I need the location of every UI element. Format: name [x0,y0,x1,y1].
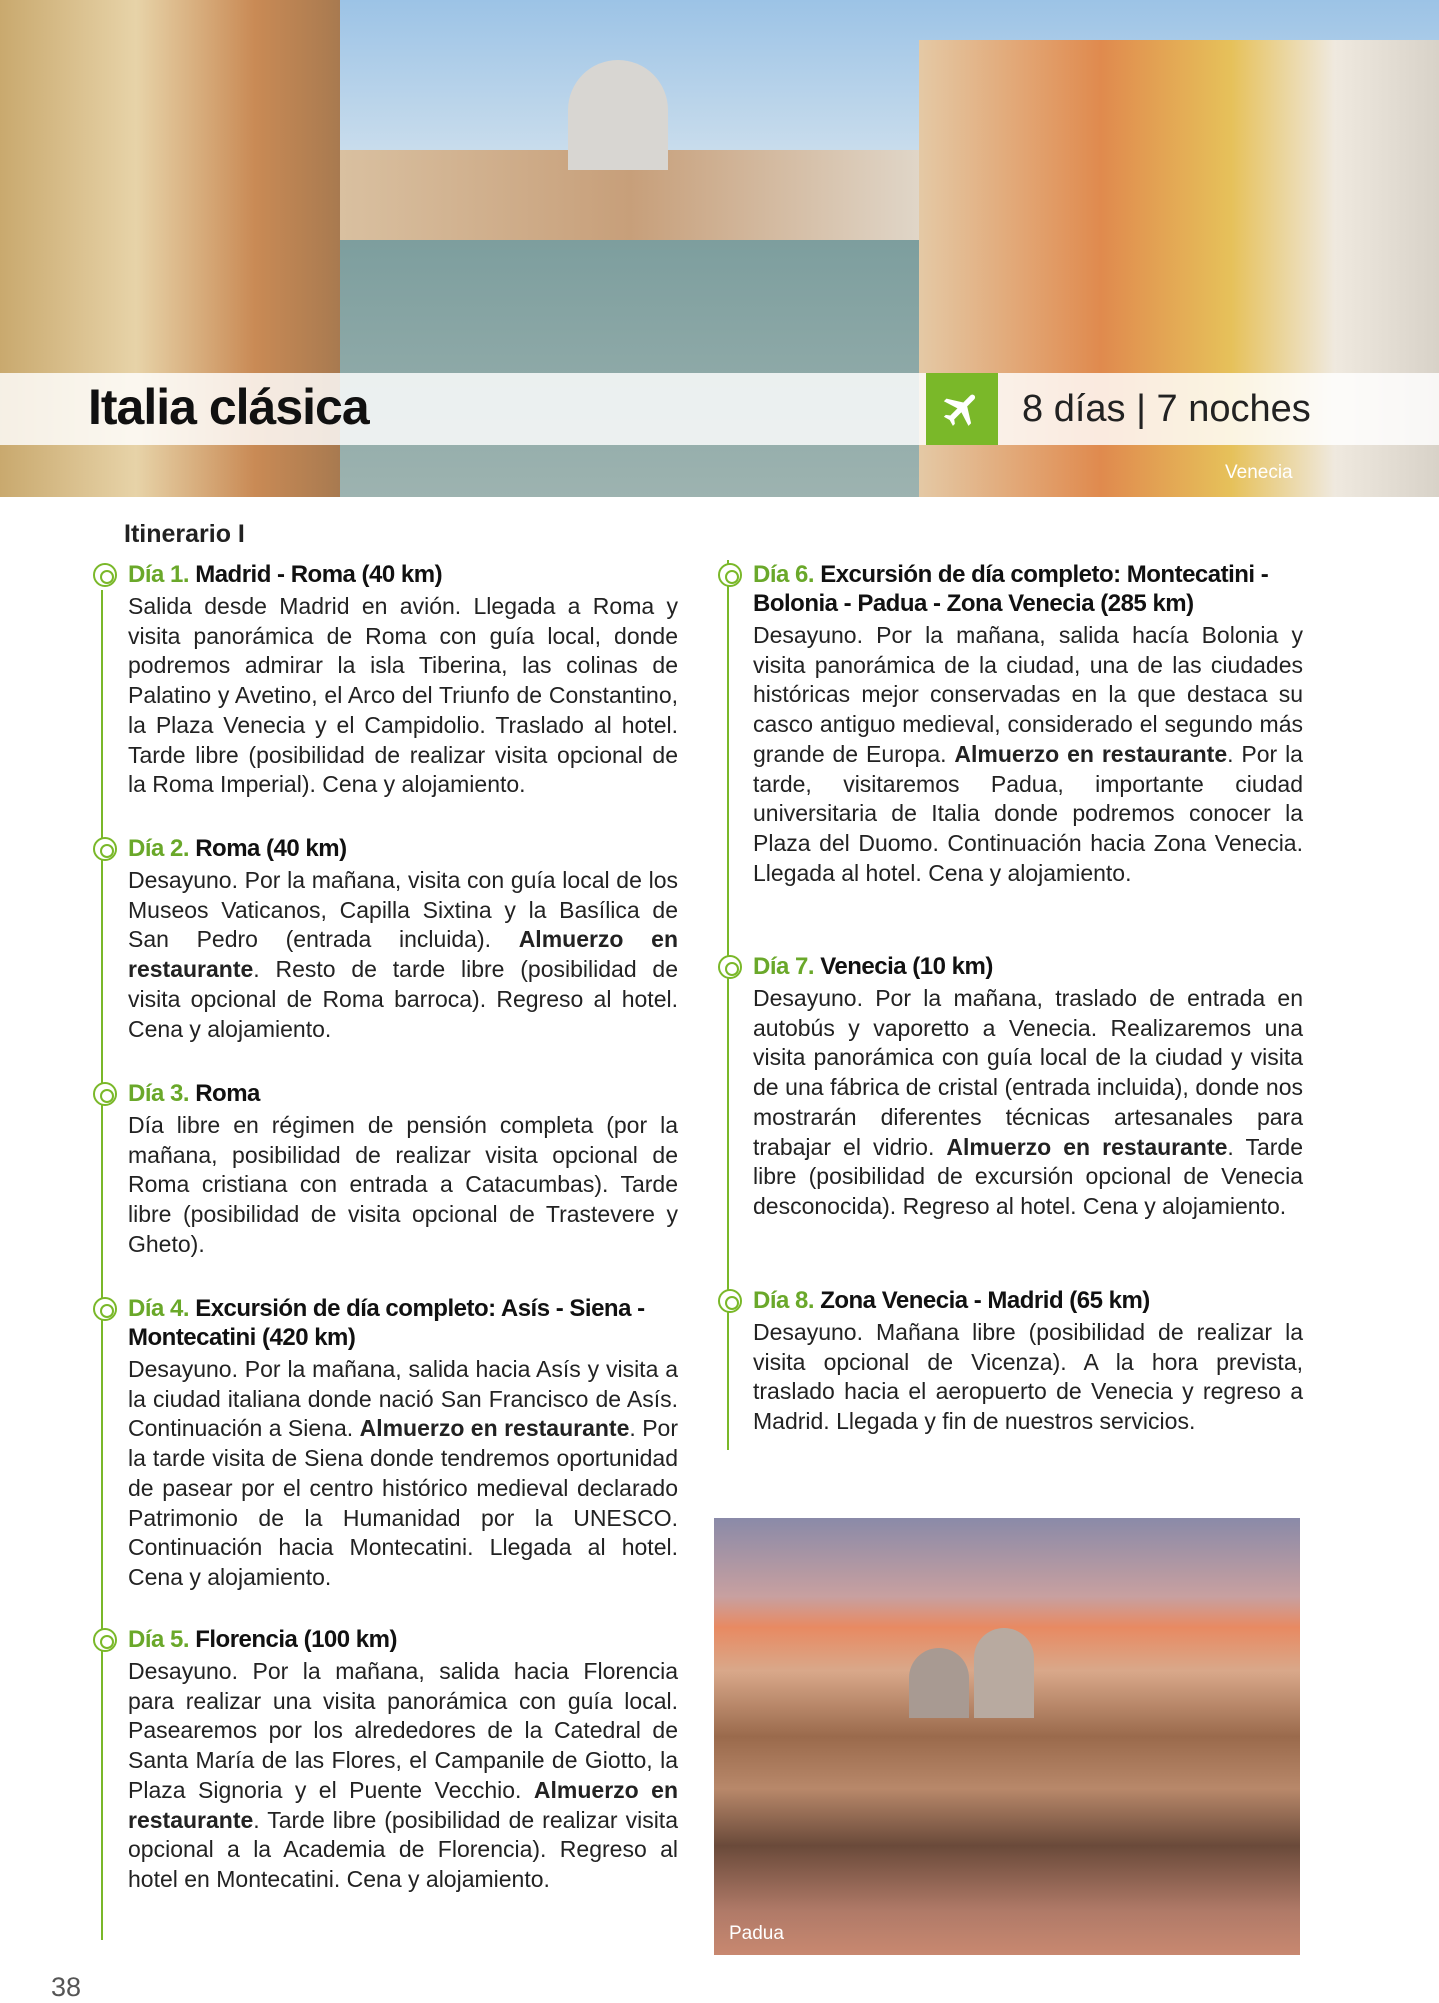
day-number: Día 3. [128,1080,190,1107]
day-number: Día 8. [753,1287,815,1314]
day-4 [128,1294,678,1593]
timeline-marker-icon [93,837,117,861]
day-description: Desayuno. Por la mañana, traslado de entrada en autobús y vaporetto a Venecia. Realizaremos una visita panorámica con guía local de la ciudad y visita de una fábrica de cristal (entrada incluida), donde nos mostrarán diferentes técnicas artesanales para trabajar el vidrio. Almuerzo en restaurante. Tarde libre (posibilidad de excursión opcional de Venecia desconocida). Regreso al hotel. Cena y alojamiento. [753,985,1303,1219]
day-title: Excursión de día completo: Asís - Siena - Montecatini (420 km) [128,1295,645,1351]
day-number: Día 2. [128,835,190,862]
timeline-marker-icon [718,955,742,979]
timeline-left [101,590,103,1940]
day-2 [128,834,678,1044]
airplane-icon [926,373,998,445]
day-heading [128,1079,678,1108]
day-number: Día 4. [128,1295,190,1322]
timeline-marker-icon [93,1082,117,1106]
day-7 [753,952,1303,1222]
day-6 [753,560,1303,888]
day-heading [753,952,1303,981]
day-title: Venecia (10 km) [820,953,993,980]
page-title: Italia clásica [88,379,369,435]
day-heading [128,834,678,863]
timeline-marker-icon [93,1297,117,1321]
photo-padua [714,1518,1300,1955]
timeline-marker-icon [93,563,117,587]
day-title: Roma [195,1080,260,1107]
padua-dome [974,1628,1034,1718]
day-heading [753,1286,1303,1315]
day-number: Día 1. [128,561,190,588]
day-title: Madrid - Roma (40 km) [195,561,443,588]
day-title: Florencia (100 km) [195,1626,397,1653]
day-description: Desayuno. Por la mañana, salida hacia Asís y visita a la ciudad italiana donde nació San Francisco de Asís. Continuación a Siena. Almuerzo en restaurante. Por la tarde visita de Siena donde tendremos oportunidad de pasear por el centro histórico medieval declarado Patrimonio de la Humanidad por la UNESCO. Continuación hacia Montecatini. Llegada al hotel. Cena y alojamiento. [128,1356,678,1590]
day-3 [128,1079,678,1260]
hero-dome [568,60,668,170]
day-heading [128,560,678,589]
day-number: Día 7. [753,953,815,980]
page-number: 38 [51,1972,82,2002]
itinerary-title: Itinerario I [124,520,245,548]
day-heading [128,1625,678,1654]
day-8 [753,1286,1303,1437]
timeline-marker-icon [718,563,742,587]
day-heading [753,560,1303,618]
trip-duration: 8 días | 7 noches [1022,388,1311,430]
day-description: Desayuno. Por la mañana, salida hacia Florencia para realizar una visita panorámica con guía local. Pasearemos por los alrededores de la Catedral de Santa María de las Flores, el Campanile de Giotto, la Plaza Signoria y el Puente Vecchio. Almuerzo en restaurante. Tarde libre (posibilidad de realizar visita opcional a la Academia de Florencia). Regreso al hotel en Montecatini. Cena y alojamiento. [128,1658,678,1892]
timeline-marker-icon [718,1289,742,1313]
hero-canal [340,240,920,497]
timeline-marker-icon [93,1628,117,1652]
day-title: Zona Venecia - Madrid (65 km) [820,1287,1150,1314]
day-title: Excursión de día completo: Montecatini - Bolonia - Padua - Zona Venecia (285 km) [753,561,1269,617]
day-description: Desayuno. Por la mañana, salida hacía Bolonia y visita panorámica de la ciudad, una de las ciudades históricas mejor conservadas en la que destaca su casco antiguo medieval, considerado el segundo más grande de Europa. Almuerzo en restaurante. Por la tarde, visitaremos Padua, importante ciudad universitaria de Italia donde podremos conocer la Plaza del Duomo. Continuación hacia Zona Venecia. Llegada al hotel. Cena y alojamiento. [753,622,1303,886]
day-description: Salida desde Madrid en avión. Llegada a Roma y visita panorámica de Roma con guía local, donde podremos admirar la isla Tiberina, las colinas de Palatino y Avetino, el Arco del Triunfo de Constantino, la Plaza Venecia y el Campidolio. Traslado al hotel. Tarde libre (posibilidad de realizar visita opcional de la Roma Imperial). Cena y alojamiento. [128,593,678,798]
day-number: Día 6. [753,561,815,588]
timeline-right [727,560,729,1450]
day-5 [128,1625,678,1895]
photo-caption-padua: Padua [729,1923,784,1944]
day-description: Desayuno. Por la mañana, visita con guía local de los Museos Vaticanos, Capilla Sixtina y la Basílica de San Pedro (entrada incluida). Almuerzo en restaurante. Resto de tarde libre (posibilidad de visita opcional de Roma barroca). Regreso al hotel. Cena y alojamiento. [128,867,678,1042]
day-1 [128,560,678,800]
day-title: Roma (40 km) [195,835,347,862]
day-description: Desayuno. Mañana libre (posibilidad de realizar la visita opcional de Vicenza). A la hora prevista, traslado hacia el aeropuerto de Venecia y regreso a Madrid. Llegada y fin de nuestros servicios. [753,1319,1303,1435]
padua-dome [909,1648,969,1718]
day-heading [128,1294,678,1352]
day-description: Día libre en régimen de pensión completa (por la mañana, posibilidad de realizar visita opcional de Roma cristiana con entrada a Catacumbas). Tarde libre (posibilidad de visita opcional de Trastevere y Gheto). [128,1112,678,1257]
photo-caption-venecia: Venecia [1225,462,1293,483]
day-number: Día 5. [128,1626,190,1653]
